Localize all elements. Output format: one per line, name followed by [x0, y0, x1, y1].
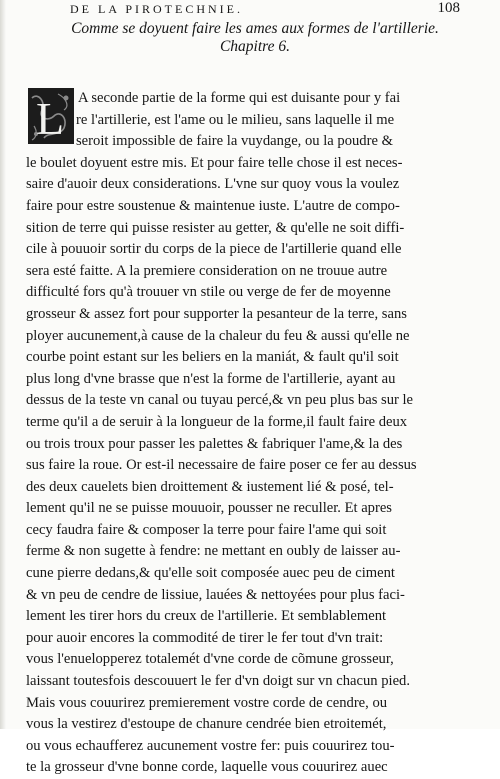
text-line: Mais vous couurirez premierement vostre corde de cendre, ou: [26, 694, 388, 711]
text-line: cile à pouuoir sortir du corps de la piece de l'artillerie quand elle: [26, 241, 402, 258]
text-line: saire d'auoir deux considerations. L'vne sur quoy vous la voulez: [26, 176, 400, 193]
text-line: & vn peu de cendre de lissiue, lauées & nettoyées pour plus faci-: [26, 586, 405, 603]
text-line: laissant toutesfois descouuert le fer d'vn doigt sur vn chacun pied.: [26, 673, 410, 690]
text-line: courbe point estant sur les beliers en la maniát, & fault qu'il soit: [26, 349, 399, 366]
chapter-number: Chapitre 6.: [219, 38, 291, 55]
text-line: terme qu'il a de seruir à la longueur de la forme,il fault faire deux: [26, 413, 408, 430]
text-line: re l'artillerie, est l'ame ou le milieu, sans laquelle il me: [76, 111, 395, 128]
scan-edge-shadow: [0, 0, 6, 729]
text-line: sition de terre qui puisse resister au getter, & qu'elle ne soit diffi-: [26, 219, 405, 236]
text-line: difficulté fors qu'à trouuer vn stile ou verge de fer de moyenne: [26, 284, 391, 301]
text-line: cune pierre dedans,& qu'elle soit composée auec peu de ciment: [26, 565, 395, 582]
text-line: ou vous echaufferez aucunement vostre fer: puis couurirez tou-: [26, 737, 395, 754]
text-line: ferme & non sugette à fendre: ne mettant en oubly de laisser au-: [26, 543, 401, 560]
chapter-heading: [40, 20, 470, 56]
text-line: des deux cauelets bien droittement & iustement lié & posé, tel-: [26, 478, 394, 495]
text-line: vous la vestirez d'estoupe de chanure cendrée bien etroitemét,: [26, 716, 387, 733]
text-line: faire pour estre soustenue & maintenue iuste. L'autre de compo-: [26, 197, 400, 214]
body-text: [26, 88, 476, 779]
text-line: dessus de la teste vn canal ou tuyau percé,& vn peu plus bas sur le: [26, 392, 414, 409]
text-line: sera esté faitte. A la premiere consideration on ne trouue autre: [26, 262, 388, 279]
text-line: te la grosseur d'vne bonne corde, laquelle vous couurirez auec: [26, 759, 388, 776]
text-line: grosseur & assez fort pour supporter la pesanteur de la terre, sans: [26, 305, 407, 322]
text-line: seroit impossible de faire la vuydange, ou la poudre &: [76, 133, 393, 150]
text-line: A seconde partie de la forme qui est duisante pour y fai: [78, 90, 401, 106]
text-line: sus faire la roue. Or est-il necessaire de faire poser ce fer au dessus: [26, 457, 417, 474]
text-line: ou trois troux pour passer les palettes & fabriquer l'ame,& la des: [26, 435, 403, 452]
text-line: lement les tirer hors du creux de l'artillerie. Et semblablement: [26, 608, 387, 625]
text-line: vous l'enuelopperez totalemét d'vne corde de cõmune grosseur,: [26, 651, 394, 668]
page-number: 108: [437, 0, 460, 16]
running-head: [40, 0, 460, 20]
running-head-title: DE LA PIROTECHNIE.: [70, 2, 243, 16]
text-line: ployer aucunement,à cause de la chaleur du feu & aussi qu'elle ne: [26, 327, 410, 344]
text-line: pour auoir encores la commodité de tirer le fer tout d'vn trait:: [26, 629, 384, 646]
text-line: plus long d'vne brasse que n'est la forme de l'artillerie, ayant au: [26, 370, 396, 387]
text-line: lement qu'il ne se puisse mouuoir, pousser ne reculler. Et apres: [26, 500, 392, 517]
text-line: le boulet doyuent estre mis. Et pour faire telle chose il est neces-: [26, 154, 403, 171]
text-line: cecy faudra faire & composer la terre pour faire l'ame qui soit: [26, 521, 387, 538]
drop-cap-letter: L: [35, 93, 65, 144]
chapter-title: Comme se doyuent faire les ames aux formes de l'artillerie.: [71, 20, 439, 37]
